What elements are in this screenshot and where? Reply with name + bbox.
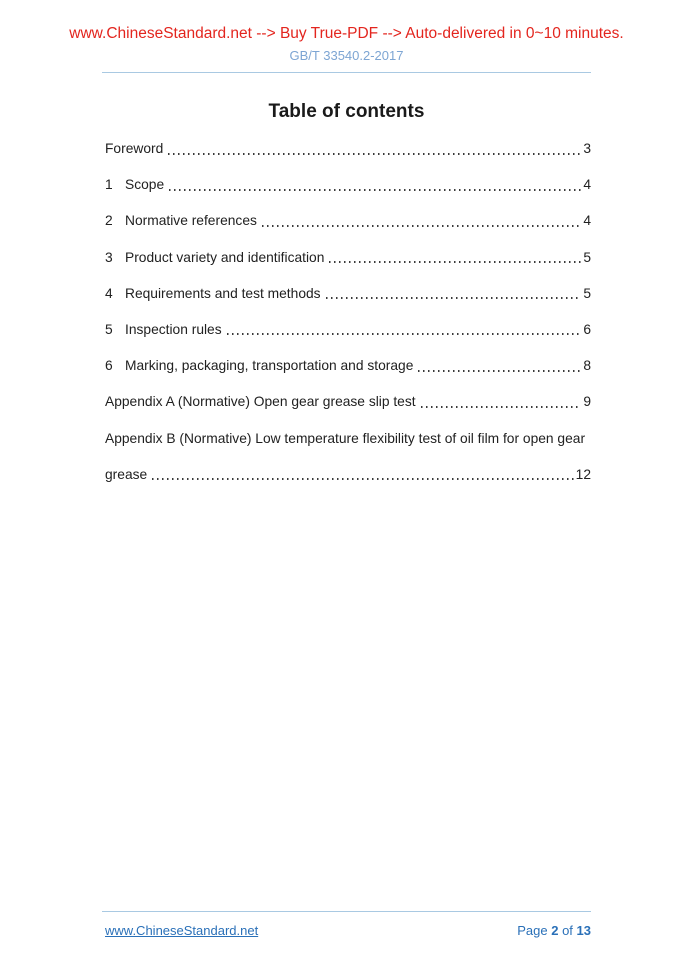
dot-leader <box>227 333 582 335</box>
toc-entry-page: 4 <box>583 177 591 193</box>
dot-leader <box>168 153 581 155</box>
footer-website-link[interactable]: www.ChineseStandard.net <box>105 922 259 938</box>
footer-divider <box>102 911 591 912</box>
table-of-contents <box>105 141 591 503</box>
toc-entry-page: 9 <box>583 394 591 410</box>
dot-leader <box>418 370 581 372</box>
toc-entry-marking-packaging <box>105 358 591 374</box>
toc-entry-label: Appendix A (Normative) Open gear grease slip test <box>105 394 416 410</box>
toc-entry-label: Marking, packaging, transportation and storage <box>125 358 414 374</box>
toc-entry-number: 2 <box>105 213 113 229</box>
toc-entry-appendix-a <box>105 394 591 410</box>
toc-entry-label: Normative references <box>125 213 257 229</box>
toc-entry-page: 4 <box>583 213 591 229</box>
dot-leader <box>262 225 581 227</box>
toc-entry-page: 3 <box>583 141 591 156</box>
toc-entry-page: 5 <box>583 285 591 301</box>
toc-entry-label: Product variety and identification <box>125 249 325 265</box>
toc-entry-inspection-rules <box>105 322 591 338</box>
page-current: 2 <box>551 922 559 938</box>
toc-entry-page: 5 <box>583 249 591 265</box>
toc-entry-number: 5 <box>105 321 113 337</box>
standard-code: GB/T 33540.2-2017 <box>289 48 404 63</box>
toc-entry-number: 4 <box>105 285 113 301</box>
page-indicator <box>517 923 591 938</box>
toc-entry-label: Appendix B (Normative) Low temperature flexibility test of oil film for open gear <box>105 430 586 446</box>
toc-entry-page: 8 <box>583 358 591 374</box>
toc-entry-page: 6 <box>583 321 591 337</box>
toc-entry-label: Inspection rules <box>125 321 222 337</box>
page-of-label: of <box>562 922 573 938</box>
toc-entry-foreword <box>105 141 591 157</box>
toc-entry-number: 6 <box>105 358 113 374</box>
toc-entry-label: Foreword <box>105 141 164 156</box>
dot-leader <box>329 261 581 263</box>
toc-entry-number: 3 <box>105 249 113 265</box>
toc-entry-appendix-b-line1 <box>105 431 591 447</box>
toc-entry-number: 1 <box>105 177 113 193</box>
page-label: Page <box>517 922 548 938</box>
toc-entry-label: Scope <box>125 177 165 193</box>
dot-leader <box>421 406 582 408</box>
header-divider <box>102 72 591 73</box>
toc-entry-appendix-b-line2 <box>105 467 591 483</box>
toc-entry-label: Requirements and test methods <box>125 285 321 301</box>
page-total: 13 <box>576 922 591 938</box>
toc-entry-label: grease <box>105 466 148 482</box>
toc-entry-product-variety <box>105 250 591 266</box>
promo-banner-link[interactable]: www.ChineseStandard.net --> Buy True-PDF --> Auto-delivered in 0~10 minutes. <box>69 25 624 42</box>
toc-entry-page: 12 <box>575 466 591 482</box>
page-title: Table of contents <box>268 101 425 122</box>
toc-entry-requirements <box>105 286 591 302</box>
toc-entry-normative-references <box>105 213 591 229</box>
dot-leader <box>152 478 573 480</box>
dot-leader <box>326 297 582 299</box>
footer <box>105 920 591 940</box>
toc-entry-scope <box>105 177 591 193</box>
dot-leader <box>169 189 581 191</box>
